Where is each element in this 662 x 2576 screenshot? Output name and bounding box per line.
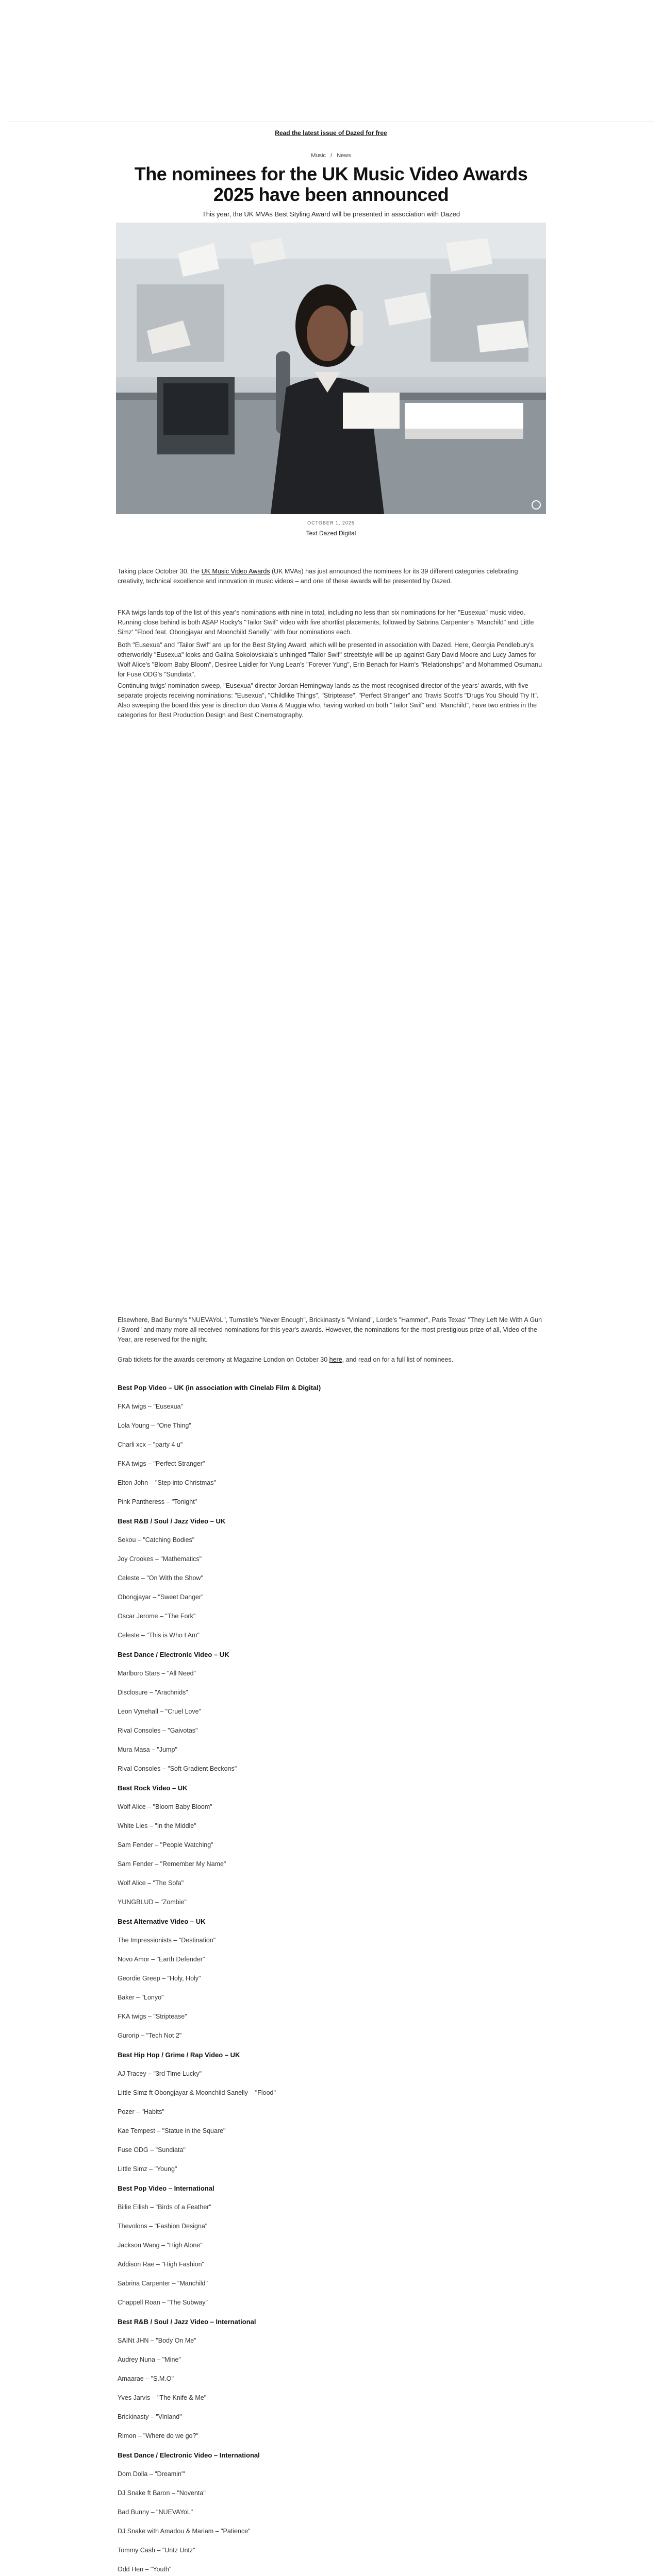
nominee: Mura Masa – "Jump" <box>118 1746 177 1753</box>
nominee: YUNGBLUD – "Zombie" <box>118 1899 187 1906</box>
category-heading: Best Pop Video – UK (in association with Cinelab Film & Digital) <box>118 1384 321 1392</box>
nominee: Tommy Cash – "Untz Untz" <box>118 2547 195 2554</box>
latest-issue-link[interactable]: Read the latest issue of Dazed for free <box>275 129 387 137</box>
category-heading: Best Alternative Video – UK <box>118 1918 206 1925</box>
nominee: Sam Fender – "People Watching" <box>118 1841 213 1849</box>
promo-bar <box>8 122 654 144</box>
nominee: Charli xcx – "party 4 u" <box>118 1441 183 1448</box>
paragraph-text: Elsewhere, Bad Bunny's "NUEVAYoL", Turnstile's "Never Enough", Brickinasty's "Vinland", Lorde's "Hammer", Paris Texas' "They Left Me With A Gun / Sword" and many more all received nominations for this year's awards. However, the nominations for the most prestigious prize of all, Video of the Year, are reserved for the night. <box>118 1316 542 1343</box>
nominee: Sekou – "Catching Bodies" <box>118 1536 195 1544</box>
nominee: Pink Pantheress – "Tonight" <box>118 1498 197 1505</box>
nominee: FKA twigs – "Striptease" <box>118 2013 187 2020</box>
nominee: Odd Hen – "Youth" <box>118 2566 172 2573</box>
nominee: Sam Fender – "Remember My Name" <box>118 1860 226 1868</box>
nominee: Wolf Alice – "The Sofa" <box>118 1879 184 1887</box>
category-6 <box>118 2045 544 2179</box>
category-heading: Best R&B / Soul / Jazz Video – International <box>118 2318 256 2326</box>
nominee: White Lies – "In the Middle" <box>118 1822 196 1829</box>
nominee: Obongjayar – "Sweet Danger" <box>118 1594 204 1601</box>
nominee: AJ Tracey – "3rd Time Lucky" <box>118 2070 202 2077</box>
nominee: Rival Consoles – "Soft Gradient Beckons" <box>118 1765 237 1772</box>
category-8 <box>118 2312 544 2446</box>
nominee: The Impressionists – "Destination" <box>118 1937 216 1944</box>
paragraph-text: , and read on for a full list of nominees. <box>342 1356 454 1363</box>
nominee: Brickinasty – "Vinland" <box>118 2413 182 2420</box>
nominee: Rival Consoles – "Gaivotas" <box>118 1727 198 1734</box>
article-paragraph-5 <box>118 1315 544 1345</box>
paragraph-text: (UK MVAs) has just announced the nominees for its 39 different categories celebrating creativity, technical excellence and innovation in music videos – and one of these awards will be presented by Dazed. <box>118 568 518 585</box>
article-paragraph-4 <box>118 681 544 720</box>
nominee: Novo Amor – "Earth Defender" <box>118 1956 205 1963</box>
nominee: Geordie Greep – "Holy, Holy" <box>118 1975 201 1982</box>
paragraph-text: Continuing twigs' nomination sweep, "Eusexua" director Jordan Hemingway lands as the most recognised director of the years' awards, with five separate projects receiving nominations: "Eusexua", "Childlike Things", "Striptease", "Perfect Stranger" and Travis Scott's "Drugs You Should Try It". Also sweeping the board this year is direction duo Vania & Muggia who, having worked on both "Tailor Swif" and "Manchild", have two entries in the categories for Best Production Design and Best Cinematography. <box>118 682 539 719</box>
page-title: The nominees for the UK Music Video Awards 2025 have been announced <box>134 163 528 205</box>
category-heading: Best R&B / Soul / Jazz Video – UK <box>118 1517 226 1525</box>
nominee: Marlboro Stars – "All Need" <box>118 1670 196 1677</box>
nominee: Oscar Jerome – "The Fork" <box>118 1613 196 1620</box>
breadcrumb <box>0 152 662 159</box>
paragraph-text: Taking place October 30, the <box>118 568 202 575</box>
nominee: Rimon – "Where do we go?" <box>118 2432 198 2439</box>
nominee: Jackson Wang – "High Alone" <box>118 2242 203 2249</box>
breadcrumb-section-link[interactable]: Music <box>311 152 326 159</box>
nominee: Addison Rae – "High Fashion" <box>118 2261 204 2268</box>
nominee: FKA twigs – "Perfect Stranger" <box>118 1460 205 1467</box>
nominee: Pozer – "Habits" <box>118 2108 164 2115</box>
category-heading: Best Pop Video – International <box>118 2184 214 2192</box>
category-9 <box>118 2446 544 2576</box>
nominee: Kae Tempest – "Statue in the Square" <box>118 2127 226 2134</box>
nominee: Audrey Nuna – "Mine" <box>118 2356 181 2363</box>
nominee: Celeste – "On With the Show" <box>118 1574 203 1582</box>
nominee: Elton John – "Step into Christmas" <box>118 1479 216 1486</box>
nominee: Leon Vynehall – "Cruel Love" <box>118 1708 201 1715</box>
nominations-list <box>118 1378 544 2576</box>
paragraph-text: Both "Eusexua" and "Tailor Swif" are up for the Best Styling Award, which will be presented in association with Dazed. Here, Georgia Pendlebury's otherworldly "Eusexua" looks and Galina Sokolovskaia's unhinged "Tailor Swif" streetstyle will be up against Gary David Moore and Lucy James for Wolf Alice's "Bloom Baby Bloom", Desiree Laidler for Yung Lean's "Forever Yung", Erin Benach for Haim's "Relationships" and Mohammed Osumanu for Fuse ODG's "Sundiata". <box>118 641 542 678</box>
nominee: Thevolons – "Fashion Designa" <box>118 2223 208 2230</box>
nominee: Amaarae – "S.M.O" <box>118 2375 174 2382</box>
category-3 <box>118 1645 544 1778</box>
category-heading: Best Rock Video – UK <box>118 1784 188 1792</box>
nominee: DJ Snake with Amadou & Mariam – "Patience" <box>118 2528 251 2535</box>
image-caption-date: OCTOBER 1, 2025 <box>307 520 355 526</box>
office-scene-illustration <box>116 223 546 514</box>
category-7 <box>118 2179 544 2312</box>
category-5 <box>118 1912 544 2045</box>
nominee: Sabrina Carpenter – "Manchild" <box>118 2280 208 2287</box>
paragraph-text: FKA twigs lands top of the list of this year's nominations with nine in total, including no less than six nominations for her "Eusexua" music video. Running close behind is both A$AP Rocky's "Tailor Swif" video with five shortlist placements, followed by Sabrina Carpenter's "Manchild" and Little Simz' "Flood feat. Obongjayar and Moonchild Sanelly" with four nominations each. <box>118 609 534 636</box>
nominee: Fuse ODG – "Sundiata" <box>118 2146 186 2154</box>
nominee: Yves Jarvis – "The Knife & Me" <box>118 2394 207 2401</box>
nominee: Joy Crookes – "Mathematics" <box>118 1555 202 1563</box>
tickets-link[interactable]: here <box>329 1356 342 1363</box>
standfirst: This year, the UK MVAs Best Styling Award will be presented in association with Dazed <box>202 210 460 218</box>
category-4 <box>118 1778 544 1912</box>
nominee: Little Simz – "Young" <box>118 2165 177 2173</box>
category-heading: Best Dance / Electronic Video – International <box>118 2451 260 2459</box>
nominee: Billie Eilish – "Birds of a Feather" <box>118 2204 211 2211</box>
nominee: DJ Snake ft Baron – "Noventa" <box>118 2489 206 2497</box>
category-heading: Best Hip Hop / Grime / Rap Video – UK <box>118 2051 240 2059</box>
breadcrumb-subsection-link[interactable]: News <box>337 152 351 159</box>
article-paragraph-3 <box>118 640 544 680</box>
image-caption-credit: Text Dazed Digital <box>306 530 356 537</box>
nominee: Wolf Alice – "Bloom Baby Bloom" <box>118 1803 212 1810</box>
nominee: SAINt JHN – "Body On Me" <box>118 2337 196 2344</box>
nominee: Chappell Roan – "The Subway" <box>118 2299 208 2306</box>
nominee: Little Simz ft Obongjayar & Moonchild Sanelly – "Flood" <box>118 2089 276 2096</box>
nominee: Disclosure – "Arachnids" <box>118 1689 188 1696</box>
category-2 <box>118 1512 544 1645</box>
nominee: Bad Bunny – "NUEVAYoL" <box>118 2509 193 2516</box>
nominee: Gurorip – "Tech Not 2" <box>118 2032 182 2039</box>
nominee: FKA twigs – "Eusexua" <box>118 1403 183 1410</box>
nominee: Dom Dolla – "Dreamin'" <box>118 2470 185 2478</box>
breadcrumb-separator: / <box>330 152 333 159</box>
category-heading: Best Dance / Electronic Video – UK <box>118 1651 229 1658</box>
article-paragraph-2 <box>118 608 544 637</box>
category-1 <box>118 1378 544 1512</box>
nominee: Baker – "Lonyo" <box>118 1994 164 2001</box>
nominee: Celeste – "This is Who I Am" <box>118 1632 200 1639</box>
article-paragraph-6 <box>118 1355 544 1365</box>
nominee: Lola Young – "One Thing" <box>118 1422 191 1429</box>
paragraph-text: Grab tickets for the awards ceremony at Magazine London on October 30 <box>118 1356 329 1363</box>
article-paragraph-1 <box>118 567 544 586</box>
uk-mva-link[interactable]: UK Music Video Awards <box>201 568 270 575</box>
hero-image <box>116 223 546 514</box>
